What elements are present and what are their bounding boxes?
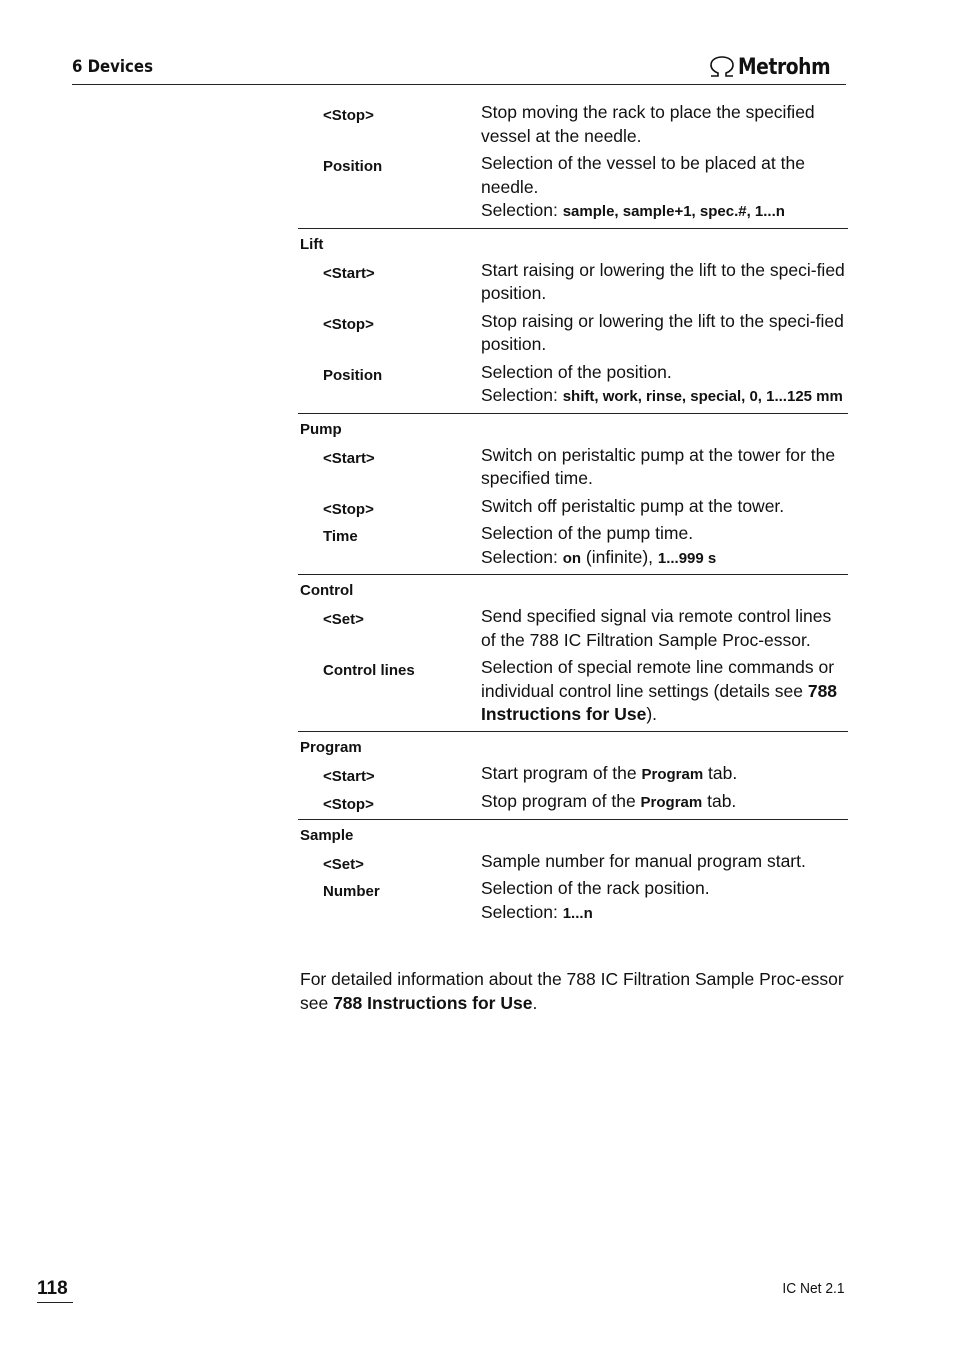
command-key: <Start> <box>323 264 375 282</box>
selection-prefix: Selection: <box>481 901 563 922</box>
command-description <box>481 656 848 731</box>
rack-stop-row <box>298 101 848 152</box>
control-section <box>298 574 848 731</box>
command-description <box>481 762 848 791</box>
command-description: Switch on peristaltic pump at the tower for the specified time. <box>481 444 836 488</box>
sample-set-row <box>298 850 848 878</box>
command-key: Position <box>323 366 383 384</box>
sample-section <box>298 819 848 930</box>
pump-time-row <box>298 522 848 574</box>
selection-values: shift, work, rinse, special, 0, 1...125 mm <box>562 388 843 405</box>
command-key: <Start> <box>323 449 375 467</box>
description-text: Selection of the pump time. <box>481 523 694 543</box>
lift-position-row <box>298 361 848 413</box>
command-key: <Stop> <box>323 796 374 813</box>
selection-infinite: (infinite), <box>581 546 658 567</box>
rack-position-row <box>298 152 848 228</box>
pump-section <box>298 413 848 575</box>
brand-logo <box>708 54 846 80</box>
sample-number-row <box>298 877 848 929</box>
brand-name: Metrohm <box>737 54 830 80</box>
selection-range: 1...999 s <box>657 549 717 567</box>
tab-name: Program <box>641 765 704 783</box>
description-end: tab. <box>703 762 738 783</box>
control-lines-row <box>298 656 848 731</box>
selection-values: 1...n <box>562 904 593 922</box>
product-name: IC Net 2.1 <box>782 1280 845 1297</box>
lift-start-row <box>298 259 848 310</box>
section-title: Lift <box>300 235 324 253</box>
command-description: Start raising or lowering the lift to the speci-fied position. <box>481 259 845 303</box>
description-text: Selection of special remote line commands or individual control line settings (details see <box>481 657 835 701</box>
manual-reference: 788 Instructions for Use <box>333 992 533 1013</box>
note-text: For detailed information about the 788 IC Filtration Sample Proc-essor see <box>300 969 844 1013</box>
command-description <box>481 790 848 819</box>
command-key: Position <box>323 158 383 175</box>
command-key: <Set> <box>323 855 364 873</box>
selection-prefix: Selection: <box>481 385 563 405</box>
note-end: . <box>532 992 538 1013</box>
command-description: Sample number for manual program start. <box>481 850 806 871</box>
description-text: Selection of the rack position. <box>481 878 710 898</box>
command-key: <Stop> <box>323 315 374 333</box>
command-description: Stop moving the rack to place the specified vessel at the needle. <box>481 102 815 146</box>
description-text: Selection of the vessel to be placed at the needle. <box>481 153 805 197</box>
pump-start-row <box>298 444 848 495</box>
command-key: <Stop> <box>323 107 374 124</box>
info-paragraph <box>300 968 848 1015</box>
program-section <box>298 731 848 819</box>
command-key: Control lines <box>323 662 415 679</box>
command-description <box>481 877 848 929</box>
section-title: Pump <box>300 420 342 438</box>
description-text: Selection of the position. <box>481 361 672 382</box>
control-set-row <box>298 605 848 656</box>
selection-prefix: Selection: <box>481 546 563 567</box>
description-end: tab. <box>702 791 737 811</box>
selection-prefix: Selection: <box>481 200 563 220</box>
manual-reference: 788 Instructions for Use <box>481 680 838 724</box>
rack-section <box>298 100 848 228</box>
pump-stop-row <box>298 495 848 523</box>
command-key: Number <box>323 883 380 900</box>
selection-value-on: on <box>562 549 582 567</box>
tab-name: Program <box>640 794 703 811</box>
section-title: Control <box>300 582 354 599</box>
omega-icon <box>708 56 736 78</box>
command-description: Stop raising or lowering the lift to the speci-fied position. <box>481 310 844 354</box>
command-description: Switch off peristaltic pump at the tower. <box>481 495 785 516</box>
description-text: Start program of the <box>481 762 642 783</box>
page-number: 118 <box>37 1278 73 1303</box>
program-start-row <box>298 762 848 791</box>
command-description <box>481 522 848 574</box>
command-key: <Set> <box>323 611 364 628</box>
command-description: Send specified signal via remote control lines of the 788 IC Filtration Sample Proc-essor. <box>481 606 832 650</box>
lift-stop-row <box>298 310 848 361</box>
description-end: ). <box>646 704 658 724</box>
section-title: Program <box>300 738 362 756</box>
command-key: <Start> <box>323 767 375 785</box>
command-key: Time <box>323 528 358 545</box>
command-description <box>481 361 848 413</box>
command-description <box>481 152 848 228</box>
lift-section <box>298 228 848 413</box>
description-text: Stop program of the <box>481 791 641 811</box>
section-title: Sample <box>300 826 354 844</box>
chapter-title: 6 Devices <box>72 57 153 77</box>
command-key: <Stop> <box>323 500 374 518</box>
program-stop-row <box>298 790 848 819</box>
selection-values: sample, sample+1, spec.#, 1...n <box>562 203 785 220</box>
command-table <box>298 100 848 929</box>
page-header <box>72 56 846 85</box>
